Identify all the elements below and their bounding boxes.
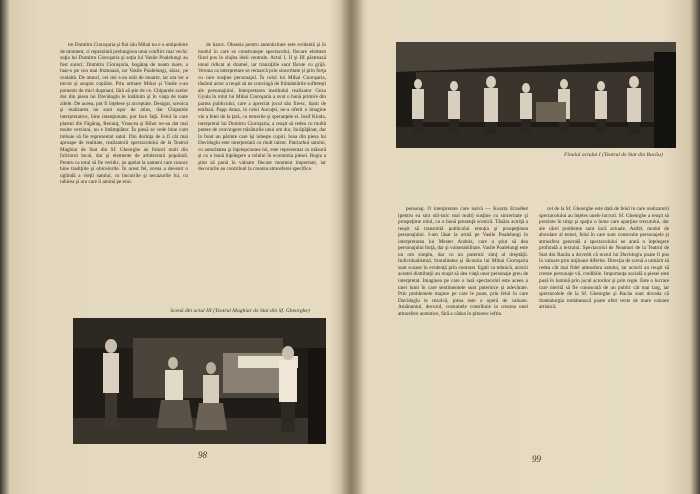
right-page-column-2-text: cel de la Sf. Gheorghe este dată de felul în care realizatorii spectacolului au înţeles unele lucruri. Sf. Gheorghe a reuşit să prezinte în timp şi spaţiu o lume care aparţine trecutului, dar ale cărei probleme sunt încă actuale. Astfel, modul de abordare al temei, felul în care sunt construite personajele şi atmosfera generală a spectacolului ne arată o înţelegere profundă a textului. Spectacolul de Neamuri de la Teatrul de Stat din Bacău a dovedit că textul lui Davidoglu poate fi pus în valoare prin mijloace diferite. Direcţia de scenă a urmărit să redea cât mai fidel atmosfera satului, iar actorii au reuşit să creeze personaje vii, credibile. Importanţa socială a piesei este pusă în lumină prin jocul actorilor şi prin regie. Este o lucrare care merită să fie cunoscută de un public cât mai larg, iar spectacolele de la Sf. Gheorghe şi Bacău sunt dovada că dramaturgia românească poate oferi texte de mare valoare artistică.: [539, 206, 669, 311]
left-page-number: 98: [198, 450, 207, 460]
right-photo-caption: Finalul actului I (Teatrul de Stat din Bacău): [564, 152, 663, 158]
right-page-number: 99: [532, 454, 541, 464]
stage-scene-photo-act-3: [73, 318, 326, 444]
left-page-column-2-text: de baroc. Obsesia pentru autenticitate este evidentă şi în modul în care se construieşte spectacolul, fiecare element fiind pus în slujba ideii centrale. Actul I, II şi III păstrează tonul ridicat al dramei, iar tranziţiile sunt făcute cu grijă. Verona ca interpretare se remarcă prin sinceritate şi prin forţa cu care susţine personajul. În rolul lui Mihai Cioroşaria, tânărul actor a reuşit să ne convingă de frământările sufleteşti ale personajului. Interpretarea ineditului realizator Geza Gyula în rolul lui Mihai Cioroşaria a avut o bună primire din partea publicului, care a apreciat jocul său firesc, lipsit de emfază. Papp Anna, în rolul Ancuţei, ne-a oferit o imagine vie a fetei de la ţară, cu temerile şi speranţele ei. Iosif Kinda, interpretul lui Dumitru Cioroşaria, a reuşit să redea cu multă putere de convingere trăsăturile unui om dur, încăpăţânat, dar în fond un părinte care îşi iubeşte copiii. Iona din piesa lui Davidoglu este interpretată cu mult talent. Patriarhul satului, cu autoritatea şi înţelepciunea lui, este reprezentat cu măsură şi cu o bună înţelegere a rolului în economia piesei. Regia a ştiut să pună în valoare fiecare moment important, iar decorurile au contribuit la crearea atmosferei specifice.: [198, 42, 326, 173]
right-page-column-2: [539, 206, 669, 450]
left-photo-caption: Scenă din actul III (Teatrul Maghiar de Stat din Sf. Gheorghe): [170, 308, 310, 314]
right-page: [350, 0, 700, 494]
right-page-column-1: [398, 206, 528, 450]
stage-scene-photo-act-1-finale: [396, 42, 676, 148]
left-page-column-2: [198, 42, 326, 304]
left-page-column-1: [60, 42, 188, 304]
left-page-column-1-text: tre Dumitru Cioroşaria şi fiul său Mihai nu e o antipoleire de moment, ci reprezintă prelungirea unui conflict mai vechi: soţia lui Dumitru Cioroşaria şi soţia lui Vasile Poalelungi au fost surori; Dumitru Cioroşaria, bogătaş de neam mare, a luat-o pe cea mai frumoasă, iar Vasile Poalelungi, sărac, pe cealaltă. De atunci, cei doi s-au urât de moarte, iar ura lor a trecut şi asupra copiilor. Prin urmare Mihai şi Vasile s-au pomenit de mici duşmani, fără să ştie de ce. Chiparele acelor doi din piesa lui Davidoglu le întâlnim şi în viaţa de toate zilele. De aceea, pot fi înţelese şi acceptate. Desigur, scenica şi realizarea nu sunt uşor de atins, dar Chiparele interpretative, bine intenţionate, pot face faţă. Felul în care plastul din Făgăraş, Renunţ, Vrancea şi Bihor ne-au dat mai multe versiuni, nu e întâmplător. În piesă se vede bine cum trebuie să fie reprezentat satul. Din dorinţa de a fi cât mai aproape de realitate, realizatorii spectacolului de la Teatrul Maghiar de Stat din Sf. Gheorghe au folosit mult din folclorul local, dar şi elemente de arhitectură populară. Pentru ca totul să fie veridic, au apelat la oameni care cunosc bine tradiţiile şi obiceiurile. În acest fel, scena a devenit o oglindă a vieţii satului, cu bucuriile şi necazurile lui, cu iubirea şi ura care îi animă pe eroi.: [60, 42, 188, 186]
right-page-column-1-text: personaj. O interpretare care naivă — Koszta Erzsébet (pentru ea sint stil-istic mai mult) susţine cu sinceritate şi prospeţime rolul, cu o bună prezenţă scenică. Tânăra actriţă a reuşit să transmită publicului emoţia şi prospeţimea personajului. I-am lăsat la urmă pe Vasile Poalelungi în interpretarea lui Mester András, care a ştiut să dea personajului forţă, dar şi vulnerabilitate. Vasile Poalelungi este un om simplu, dar cu un puternic simţ al dreptăţii. Individualismul, brutalitatea şi lăcomia lui Mihai Cioroşaria sunt scoase în evidenţă prin contrast. Egali ca tehnică, actorii acestei distribuţii au reuşit să dea viaţă unor personaje greu de interpretat. Imaginea pe care o lasă spectacolul este aceea a unei lumi în care sentimentele sunt puternice şi adevărate. Prin problemele majore pe care le pune, prin felul în care Davidoglu le rezolvă, piesa este o operă de valoare. Amănuntul, decorul, costumele contribuie la crearea unei atmosfere autentice, fără a cădea în pitoresc ieftin.: [398, 206, 528, 317]
